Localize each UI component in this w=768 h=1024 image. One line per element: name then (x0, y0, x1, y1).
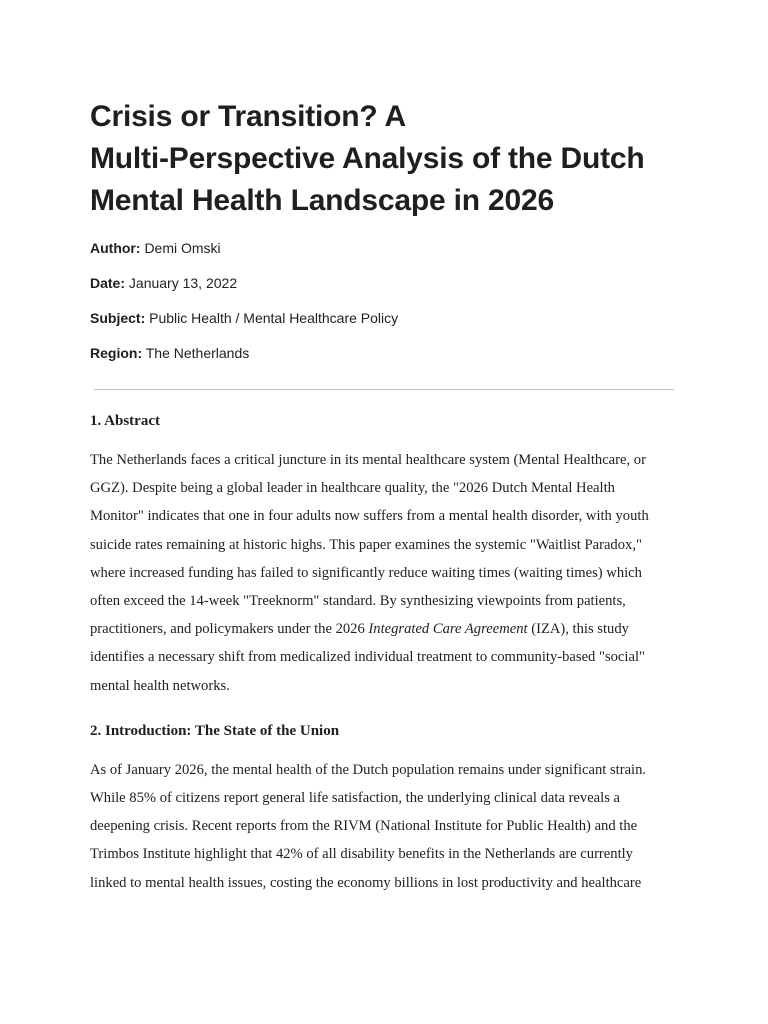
meta-author (90, 238, 680, 258)
abstract-line: where increased funding has failed to significantly reduce waiting times (waiting times) which (90, 564, 642, 581)
meta-subject-value: Public Health / Mental Healthcare Policy (149, 310, 399, 326)
meta-author-value: Demi Omski (144, 240, 221, 256)
introduction-line: linked to mental health issues, costing the economy billions in lost productivity and healthcare (90, 874, 642, 891)
abstract-line: often exceed the 14-week "Treeknorm" standard. By synthesizing viewpoints from patients, (90, 593, 626, 610)
introduction-paragraph (90, 756, 680, 897)
meta-region (90, 343, 680, 363)
title-line: Mental Health Landscape in 2026 (90, 184, 554, 217)
abstract-line: suicide rates remaining at historic highs. This paper examines the systemic "Waitlist Paradox," (90, 536, 642, 553)
abstract-line-text: (IZA), this study (527, 621, 629, 638)
meta-subject-label: Subject: (90, 310, 146, 326)
section-divider (94, 389, 674, 390)
meta-region-value: The Netherlands (145, 345, 250, 361)
abstract-line: The Netherlands faces a critical juncture in its mental healthcare system (Mental Healthcare, or (90, 452, 646, 468)
introduction-line: As of January 2026, the mental health of the Dutch population remains under significant strain. (90, 761, 647, 778)
meta-author-label: Author: (90, 240, 141, 256)
title-line: Crisis or Transition? A (90, 100, 407, 133)
meta-subject (90, 308, 680, 328)
abstract-heading: 1. Abstract (90, 413, 160, 429)
introduction-line: While 85% of citizens report general life satisfaction, the underlying clinical data reveals a (90, 790, 621, 807)
introduction-line: deepening crisis. Recent reports from the RIVM (National Institute for Public Health) and the (90, 818, 638, 835)
introduction-heading: 2. Introduction: The State of the Union (90, 722, 340, 739)
abstract-line: GGZ). Despite being a global leader in healthcare quality, the "2026 Dutch Mental Health (90, 480, 615, 497)
introduction-line: Trimbos Institute highlight that 42% of all disability benefits in the Netherlands are currently (90, 846, 633, 863)
abstract-line: identifies a necessary shift from medicalized individual treatment to community-based "social" (90, 649, 645, 666)
abstract-paragraph (90, 446, 680, 700)
document-title (90, 96, 680, 222)
abstract-line: mental health networks. (90, 677, 230, 694)
abstract-line (90, 615, 680, 643)
title-line: Multi-Perspective Analysis of the Dutch (90, 142, 645, 175)
meta-region-label: Region: (90, 345, 143, 361)
meta-date-value: January 13, 2022 (128, 275, 238, 291)
document-page (90, 96, 680, 897)
meta-date-label: Date: (90, 275, 126, 291)
integrated-care-agreement-term: Integrated Care Agreement (368, 621, 528, 638)
meta-date (90, 273, 680, 293)
abstract-line: Monitor" indicates that one in four adults now suffers from a mental health disorder, with youth (90, 508, 649, 525)
abstract-line-text: practitioners, and policymakers under the 2026 (90, 621, 369, 638)
